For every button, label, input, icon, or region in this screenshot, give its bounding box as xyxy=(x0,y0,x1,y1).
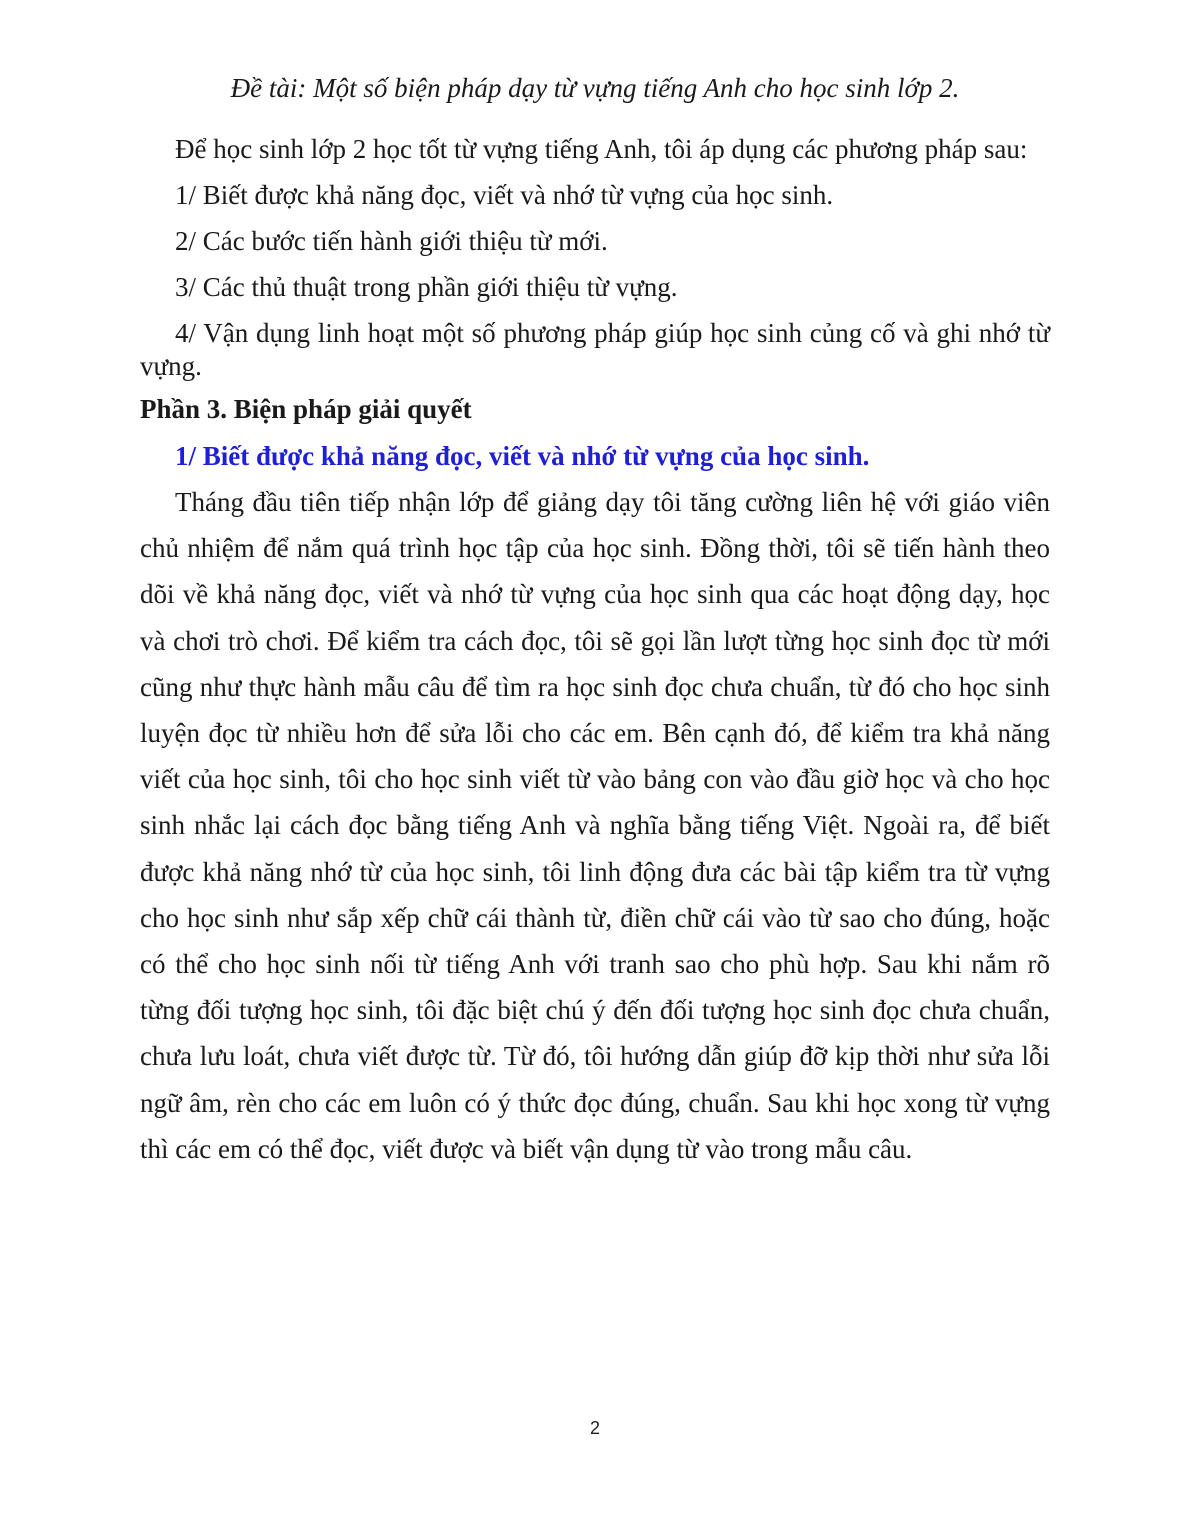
method-item-1: 1/ Biết được khả năng đọc, viết và nhớ từ vựng của học sinh. xyxy=(175,180,834,210)
method-item-4: 4/ Vận dụng linh hoạt một số phương pháp giúp học sinh củng cố và ghi nhớ từ vựng. xyxy=(140,318,1050,381)
intro-paragraph: Để học sinh lớp 2 học tốt từ vựng tiếng Anh, tôi áp dụng các phương pháp sau: xyxy=(175,134,1028,164)
method-item-2: 2/ Các bước tiến hành giới thiệu từ mới. xyxy=(175,226,608,256)
subsection-heading: 1/ Biết được khả năng đọc, viết và nhớ từ vựng của học sinh. xyxy=(175,441,870,471)
section-heading: Phần 3. Biện pháp giải quyết xyxy=(140,394,472,424)
document-header-title: Đề tài: Một số biện pháp dạy từ vựng tiếng Anh cho học sinh lớp 2. xyxy=(230,73,960,103)
method-item-3: 3/ Các thủ thuật trong phần giới thiệu từ vựng. xyxy=(175,272,678,302)
page-number: 2 xyxy=(589,1418,600,1438)
body-paragraph: Tháng đầu tiên tiếp nhận lớp để giảng dạy tôi tăng cường liên hệ với giáo viên chủ nhiệm để nắm quá trình học tập của học sinh. Đồng thời, tôi sẽ tiến hành theo dõi về khả năng đọc, viết và nhớ từ vựng của học sinh qua các hoạt động dạy, học và chơi trò chơi. Để kiểm tra cách đọc, tôi sẽ gọi lần lượt từng học sinh đọc từ mới cũng như thực hành mẫu câu để tìm ra học sinh đọc chưa chuẩn, từ đó cho học sinh luyện đọc từ nhiều hơn để sửa lỗi cho các em. Bên cạnh đó, để kiểm tra khả năng viết của học sinh, tôi cho học sinh viết từ vào bảng con vào đầu giờ học và cho học sinh nhắc lại cách đọc bằng tiếng Anh và nghĩa bằng tiếng Việt. Ngoài ra, để biết được khả năng nhớ từ của học sinh, tôi linh động đưa các bài tập kiểm tra từ vựng cho học sinh như sắp xếp chữ cái thành từ, điền chữ cái vào từ sao cho đúng, hoặc có thể cho học sinh nối từ tiếng Anh với tranh sao cho phù hợp. Sau khi nắm rõ từng đối tượng học sinh, tôi đặc biệt chú ý đến đối tượng học sinh đọc chưa chuẩn, chưa lưu loát, chưa viết được từ. Từ đó, tôi hướng dẫn giúp đỡ kịp thời như sửa lỗi ngữ âm, rèn cho các em luôn có ý thức đọc đúng, chuẩn. Sau khi học xong từ vựng thì các em có thể đọc, viết được và biết vận dụng từ vào trong mẫu câu. xyxy=(140,487,1050,1164)
document-content xyxy=(140,126,1050,1172)
